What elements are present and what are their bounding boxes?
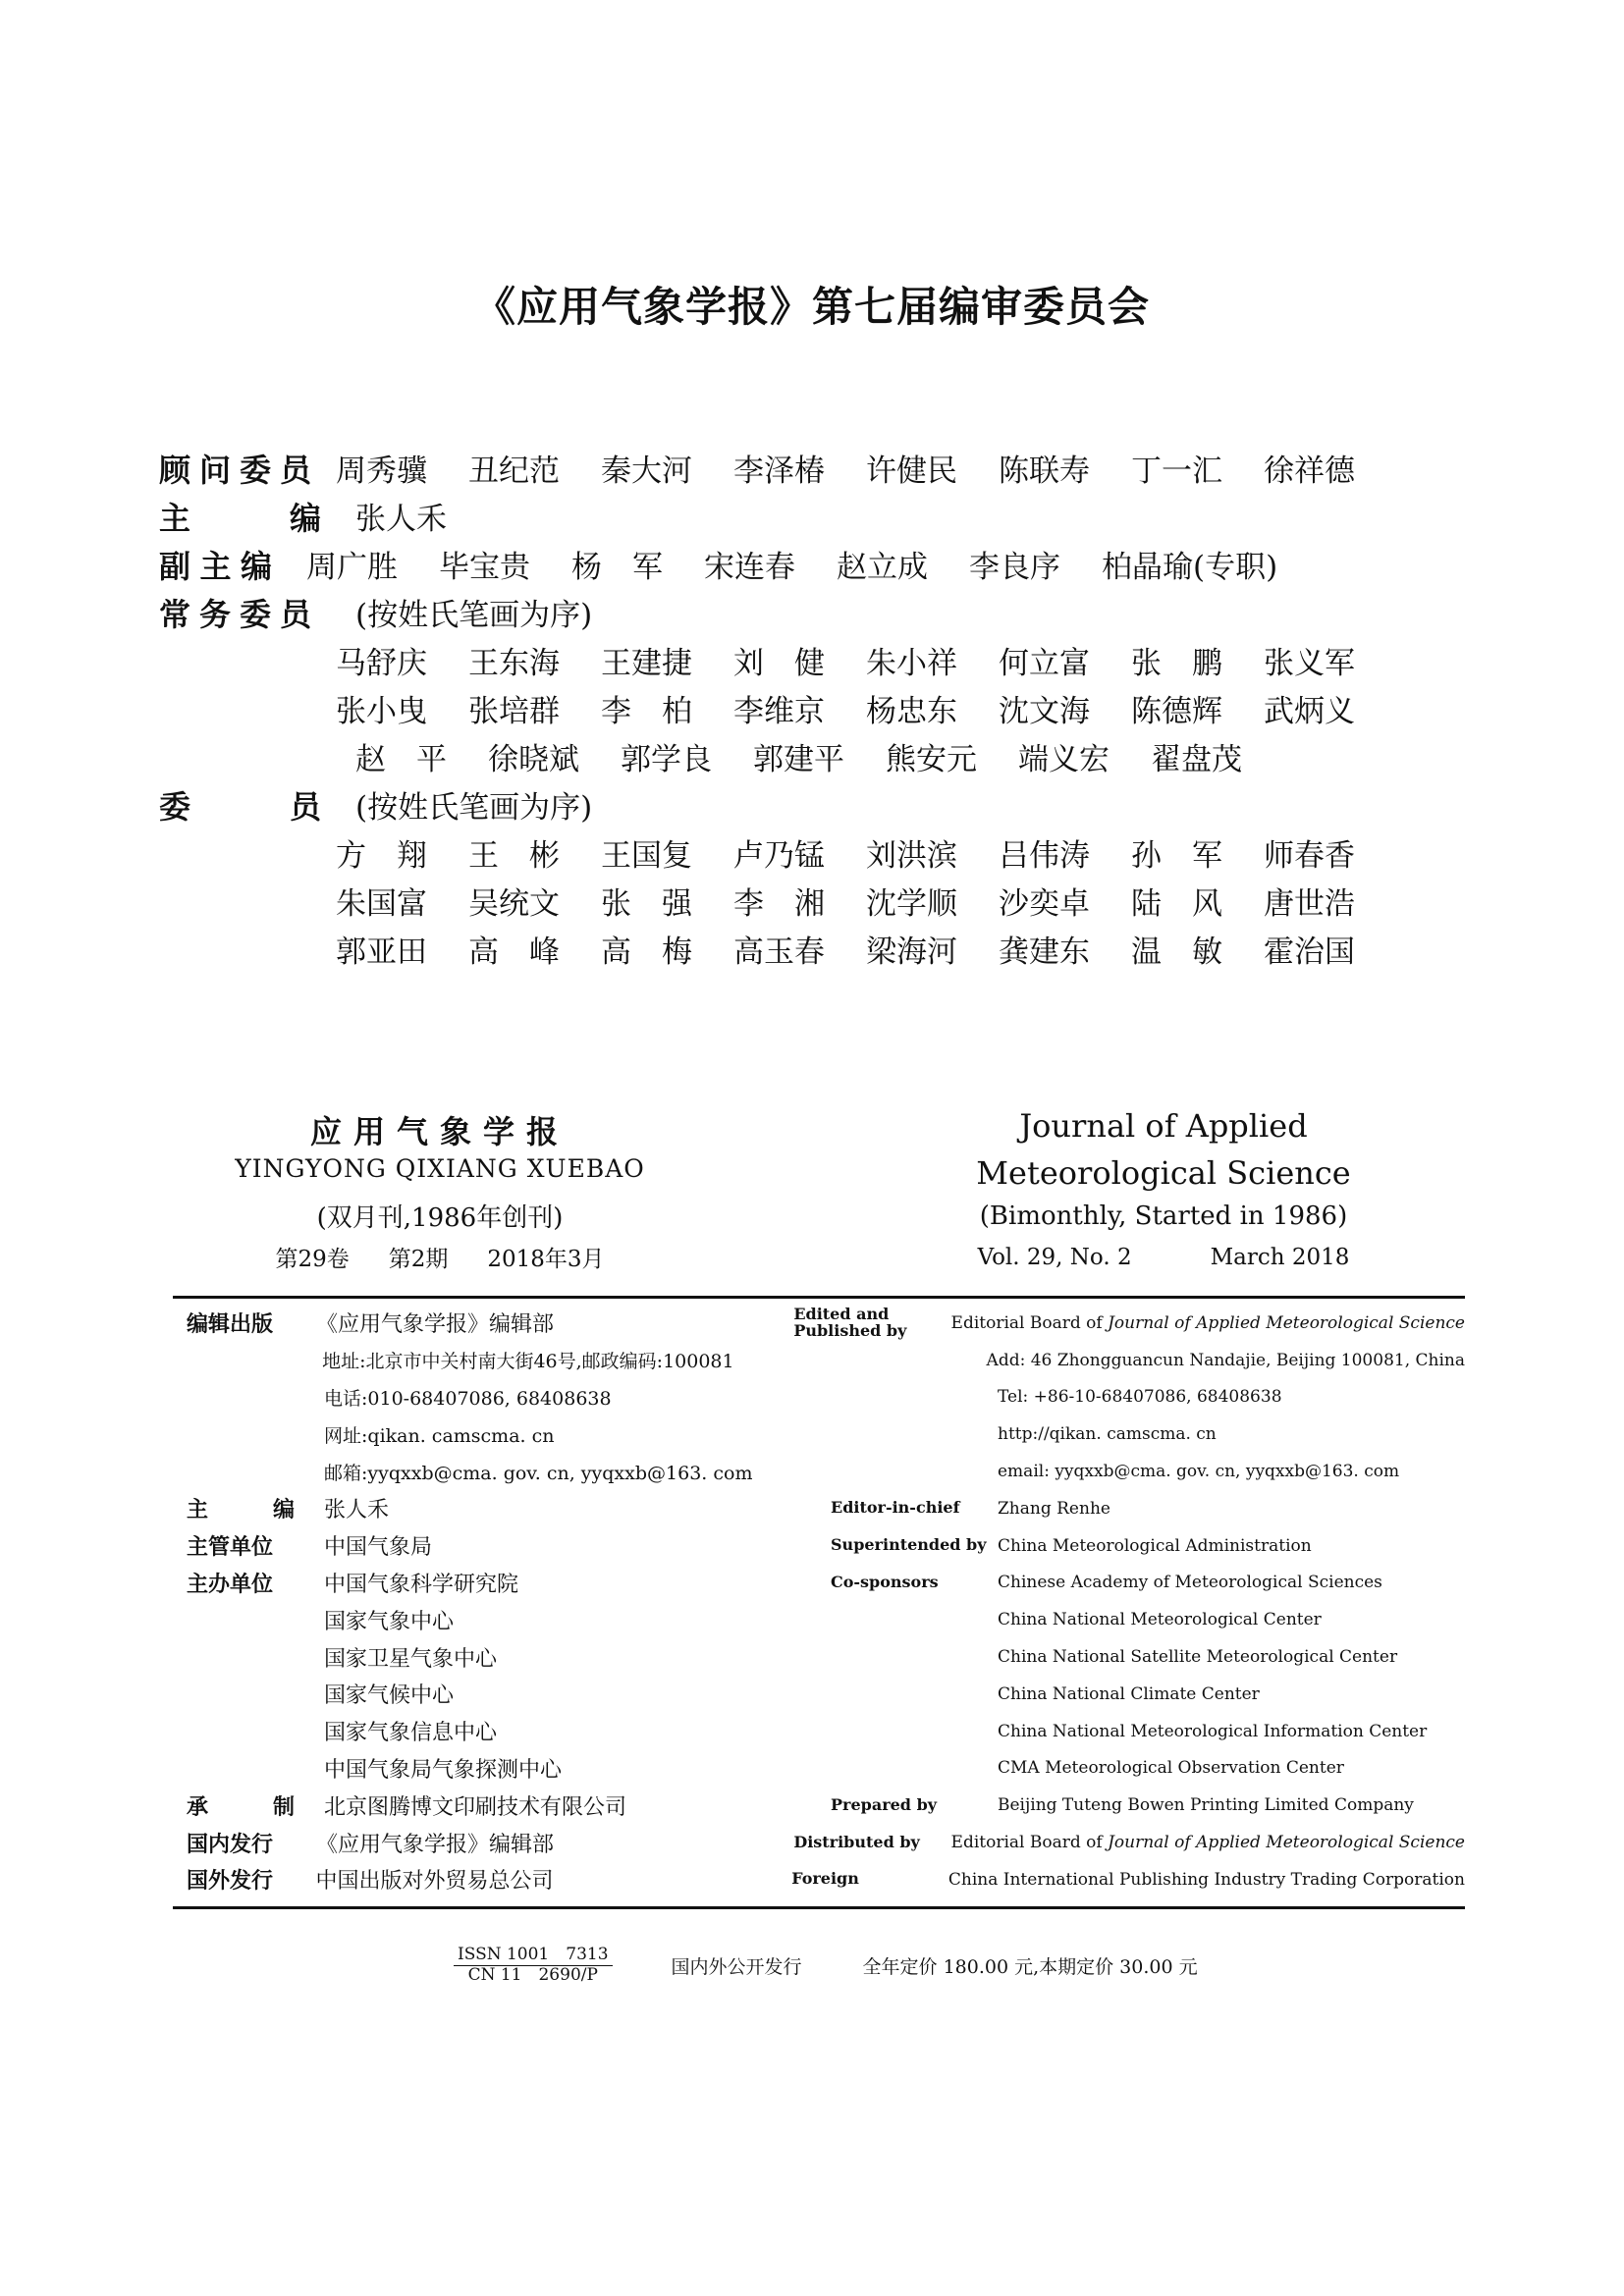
journal-header-english <box>943 1107 1384 1270</box>
member-name: 卢乃锰 <box>733 838 825 874</box>
journal-volume-cn <box>175 1241 705 1273</box>
member-name: 王 彬 <box>468 838 560 874</box>
cosponsor-en: China National Climate Center <box>998 1683 1260 1704</box>
standing-member-name: 马舒庆 <box>336 646 427 681</box>
label-char: 承 <box>187 1794 209 1820</box>
advisors-row <box>159 444 1396 492</box>
printer-value: 北京图腾博文印刷技术有限公司 <box>324 1794 627 1820</box>
label-char: 制 <box>272 1794 295 1820</box>
foreign-label: 国外发行 <box>187 1869 274 1895</box>
info-row-foreign <box>173 1861 1465 1898</box>
deputy-editor-name: 柏晶瑜(专职) <box>1102 550 1278 585</box>
deputy-editor-name: 杨 军 <box>571 550 663 585</box>
standing-member-name: 翟盘茂 <box>1151 742 1242 777</box>
standing-member-name: 郭学良 <box>621 742 712 777</box>
member-name: 刘洪滨 <box>866 838 957 874</box>
deputy-editor-name: 毕宝贵 <box>439 550 530 585</box>
standing-members-names-row <box>159 732 1396 780</box>
info-row-cosponsor <box>173 1676 1465 1713</box>
committee-list <box>159 444 1396 973</box>
super-label: 主管单位 <box>187 1535 274 1561</box>
standing-member-name: 朱小祥 <box>866 646 957 681</box>
edited-label: 编辑出版 <box>187 1312 274 1338</box>
domestic-en-journal: Journal of Applied Meteorological Science <box>1108 1833 1465 1853</box>
printer-en-value: Beijing Tuteng Bowen Printing Limited Company <box>998 1795 1414 1816</box>
member-name: 温 敏 <box>1131 934 1222 970</box>
standing-member-name: 张培群 <box>468 694 560 729</box>
cosponsor-cn: 中国气象局气象探测中心 <box>324 1757 563 1783</box>
editor-in-chief-label <box>159 494 321 539</box>
standing-members-row <box>159 588 1396 636</box>
members-names-row <box>159 925 1396 973</box>
standing-member-name: 王东海 <box>468 646 560 681</box>
cosponsor-en: China National Satellite Meteorological Center <box>998 1647 1398 1668</box>
standing-member-name: 杨忠东 <box>866 694 957 729</box>
advisor-name: 丑纪范 <box>468 454 560 489</box>
journal-frequency-cn: (双月刊,1986年创刊) <box>316 1203 564 1233</box>
advisor-name: 李泽椿 <box>733 454 825 489</box>
editor-in-chief-row <box>159 492 1396 540</box>
info-row-cosponsor <box>173 1713 1465 1750</box>
standing-member-name: 武炳义 <box>1264 694 1355 729</box>
cosponsor-en: CMA Meteorological Observation Center <box>998 1758 1344 1779</box>
address-cn: 地址:北京市中关村南大街46号,邮政编码:100081 <box>322 1351 734 1373</box>
advisor-name: 丁一汇 <box>1131 454 1222 489</box>
member-name: 陆 风 <box>1131 886 1222 922</box>
cosponsor-en: China National Meteorological Information Center <box>998 1721 1428 1741</box>
standing-members-names-row <box>159 684 1396 732</box>
domestic-value: 《应用气象学报》编辑部 <box>315 1832 554 1857</box>
info-row-chief <box>173 1490 1465 1527</box>
chief-value: 张人禾 <box>324 1498 390 1523</box>
info-row-email <box>173 1453 1465 1490</box>
label-char: 编 <box>272 1498 295 1523</box>
standing-member-name: 沈文海 <box>999 694 1090 729</box>
member-name: 孙 军 <box>1131 838 1222 874</box>
standing-member-name: 熊安元 <box>886 742 977 777</box>
distribution-note: 国内外公开发行 <box>671 1955 802 1978</box>
info-row-cosponsor <box>173 1638 1465 1676</box>
standing-member-name: 王建捷 <box>601 646 692 681</box>
members-note: (按姓氏笔画为序) <box>355 790 593 826</box>
member-name: 朱国富 <box>336 886 427 922</box>
label-char: 主 <box>199 547 232 585</box>
super-en-value: China Meteorological Administration <box>998 1535 1312 1556</box>
info-row-cosponsor <box>173 1750 1465 1788</box>
member-name: 高 梅 <box>601 934 692 970</box>
web-cn[interactable]: 网址:qikan. camscma. cn <box>324 1424 555 1447</box>
volume-cn: 第29卷 <box>275 1247 350 1272</box>
deputy-editor-name: 宋连春 <box>704 550 795 585</box>
issn: ISSN 1001 7313 <box>454 1946 613 1966</box>
member-name: 沙奕卓 <box>999 886 1090 922</box>
domestic-en-prefix: Editorial Board of <box>950 1833 1109 1853</box>
domestic-en-label: Distributed by <box>793 1832 920 1851</box>
info-row-cosponsor <box>173 1565 1465 1602</box>
foreign-value: 中国出版对外贸易总公司 <box>315 1869 554 1895</box>
deputy-editors-label <box>159 542 272 587</box>
price-note: 全年定价 180.00 元,本期定价 30.00 元 <box>862 1955 1198 1978</box>
phone-cn: 电话:010-68407086, 68408638 <box>324 1387 612 1410</box>
journal-name-en-line2: Meteorological Science <box>976 1154 1351 1192</box>
standing-member-name: 李 柏 <box>601 694 692 729</box>
edited-en-value <box>951 1313 1465 1333</box>
issn-block <box>454 1946 613 1985</box>
advisor-name: 秦大河 <box>601 454 692 489</box>
info-row-phone <box>173 1379 1465 1416</box>
standing-member-name: 端义宏 <box>1018 742 1110 777</box>
cosponsor-cn: 国家气象中心 <box>324 1609 455 1634</box>
email-en[interactable]: email: yyqxxb@cma. gov. cn, yyqxxb@163. com <box>998 1462 1400 1482</box>
deputy-editor-name: 李良序 <box>969 550 1060 585</box>
edited-en-label: Edited and Published by <box>793 1305 907 1340</box>
committee-title: 《应用气象学报》第七届编审委员会 <box>473 283 1150 331</box>
member-name: 李 湘 <box>733 886 825 922</box>
member-name: 唐世浩 <box>1264 886 1355 922</box>
info-row-printer <box>173 1787 1465 1824</box>
deputy-editor-name: 周广胜 <box>306 550 398 585</box>
label-char: 编 <box>240 547 272 585</box>
super-value: 中国气象局 <box>324 1535 433 1561</box>
footer <box>454 1946 1198 1985</box>
member-name: 沈学顺 <box>866 886 957 922</box>
standing-member-name: 张 鹏 <box>1131 646 1222 681</box>
label-char: 副 <box>159 547 191 585</box>
standing-members-note: (按姓氏笔画为序) <box>355 598 593 633</box>
member-name: 龚建东 <box>999 934 1090 970</box>
standing-member-name: 徐晓斌 <box>488 742 579 777</box>
date-cn: 2018年3月 <box>487 1247 605 1272</box>
member-name: 霍治国 <box>1264 934 1355 970</box>
info-row-superintended <box>173 1527 1465 1565</box>
member-name: 高玉春 <box>733 934 825 970</box>
deputy-editors-row <box>159 540 1396 588</box>
standing-member-name: 刘 健 <box>733 646 825 681</box>
standing-member-name: 郭建平 <box>753 742 844 777</box>
standing-members-label: 常务委员 <box>159 595 321 633</box>
info-row-web <box>173 1415 1465 1453</box>
journal-volume-en <box>943 1245 1384 1270</box>
member-name: 方 翔 <box>336 838 427 874</box>
chief-label <box>173 1493 295 1523</box>
member-name: 张 强 <box>601 886 692 922</box>
members-names-row <box>159 877 1396 925</box>
cosponsor-cn: 国家卫星气象中心 <box>324 1646 498 1672</box>
cosponsor-cn: 中国气象科学研究院 <box>324 1572 519 1597</box>
foreign-en-value: China International Publishing Industry Trading Corporation <box>947 1869 1465 1890</box>
advisors-label: 顾问委员 <box>159 451 321 489</box>
chief-en-label: Editor-in-chief <box>831 1498 960 1518</box>
standing-member-name: 张义军 <box>1264 646 1355 681</box>
date-en: March 2018 <box>1210 1245 1350 1270</box>
standing-member-name: 何立富 <box>999 646 1090 681</box>
standing-member-name: 陈德辉 <box>1131 694 1222 729</box>
cosponsor-label: 主办单位 <box>187 1572 274 1597</box>
super-en-label: Superintended by <box>831 1535 987 1555</box>
member-name: 高 峰 <box>468 934 560 970</box>
member-name: 师春香 <box>1264 838 1355 874</box>
address-en: Add: 46 Zhongguancun Nandajie, Beijing 100081, China <box>986 1350 1465 1370</box>
cn-number: CN 11 2690/P <box>467 1964 598 1985</box>
members-names-row <box>159 828 1396 877</box>
printer-label <box>173 1790 295 1821</box>
journal-pinyin: YINGYONG QIXIANG XUEBAO <box>235 1154 645 1183</box>
standing-members-names-row <box>159 636 1396 684</box>
member-name: 吕伟涛 <box>999 838 1090 874</box>
edited-en-prefix: Editorial Board of <box>950 1312 1109 1333</box>
info-row-cosponsor <box>173 1601 1465 1638</box>
phone-en: Tel: +86-10-68407086, 68408638 <box>998 1387 1282 1408</box>
members-label <box>159 782 321 828</box>
standing-member-name: 李维京 <box>733 694 825 729</box>
advisor-name: 陈联寿 <box>999 454 1090 489</box>
printer-en-label: Prepared by <box>831 1794 938 1814</box>
advisor-name: 许健民 <box>866 454 957 489</box>
journal-name-en-line1: Journal of Applied <box>1019 1107 1308 1145</box>
volume-en: Vol. 29, No. 2 <box>977 1245 1132 1270</box>
edited-value: 《应用气象学报》编辑部 <box>315 1312 554 1338</box>
domestic-en-value <box>951 1833 1465 1852</box>
info-row-address <box>173 1342 1465 1379</box>
cosponsor-cn: 国家气候中心 <box>324 1683 455 1709</box>
standing-member-name: 张小曳 <box>336 694 427 729</box>
standing-member-name: 赵 平 <box>355 742 447 777</box>
edited-en-journal: Journal of Applied Meteorological Science <box>1108 1312 1465 1333</box>
label-char: 主 <box>159 499 191 537</box>
member-name: 郭亚田 <box>336 934 427 970</box>
label-char: 员 <box>289 787 321 826</box>
journal-frequency-en: (Bimonthly, Started in 1986) <box>979 1201 1348 1231</box>
member-name: 王国复 <box>601 838 692 874</box>
cosponsor-en: Chinese Academy of Meteorological Sciences <box>998 1573 1382 1593</box>
label-char: 编 <box>289 499 321 537</box>
journal-header-chinese <box>175 1107 705 1273</box>
cosponsor-en-label: Co-sponsors <box>831 1573 939 1592</box>
deputy-editor-name: 赵立成 <box>837 550 928 585</box>
web-en[interactable]: http://qikan. camscma. cn <box>998 1424 1217 1445</box>
info-row-edited <box>173 1305 1465 1342</box>
editor-in-chief-name: 张人禾 <box>355 502 447 537</box>
member-name: 梁海河 <box>866 934 957 970</box>
email-cn[interactable]: 邮箱:yyqxxb@cma. gov. cn, yyqxxb@163. com <box>324 1462 753 1484</box>
members-row <box>159 780 1396 828</box>
info-row-domestic <box>173 1824 1465 1861</box>
label-char: 委 <box>159 787 191 826</box>
foreign-en-label: Foreign <box>791 1869 859 1889</box>
issue-cn: 第2期 <box>388 1247 449 1272</box>
advisor-name: 徐祥德 <box>1264 454 1355 489</box>
publication-info-table <box>173 1296 1465 1909</box>
cosponsor-cn: 国家气象信息中心 <box>324 1721 498 1746</box>
journal-name-cn: 应用气象学报 <box>309 1113 569 1150</box>
chief-en-value: Zhang Renhe <box>998 1498 1110 1519</box>
domestic-label: 国内发行 <box>187 1832 274 1857</box>
label-char: 主 <box>187 1498 209 1523</box>
cosponsor-en: China National Meteorological Center <box>998 1610 1322 1630</box>
member-name: 吴统文 <box>468 886 560 922</box>
advisor-name: 周秀骥 <box>336 454 427 489</box>
